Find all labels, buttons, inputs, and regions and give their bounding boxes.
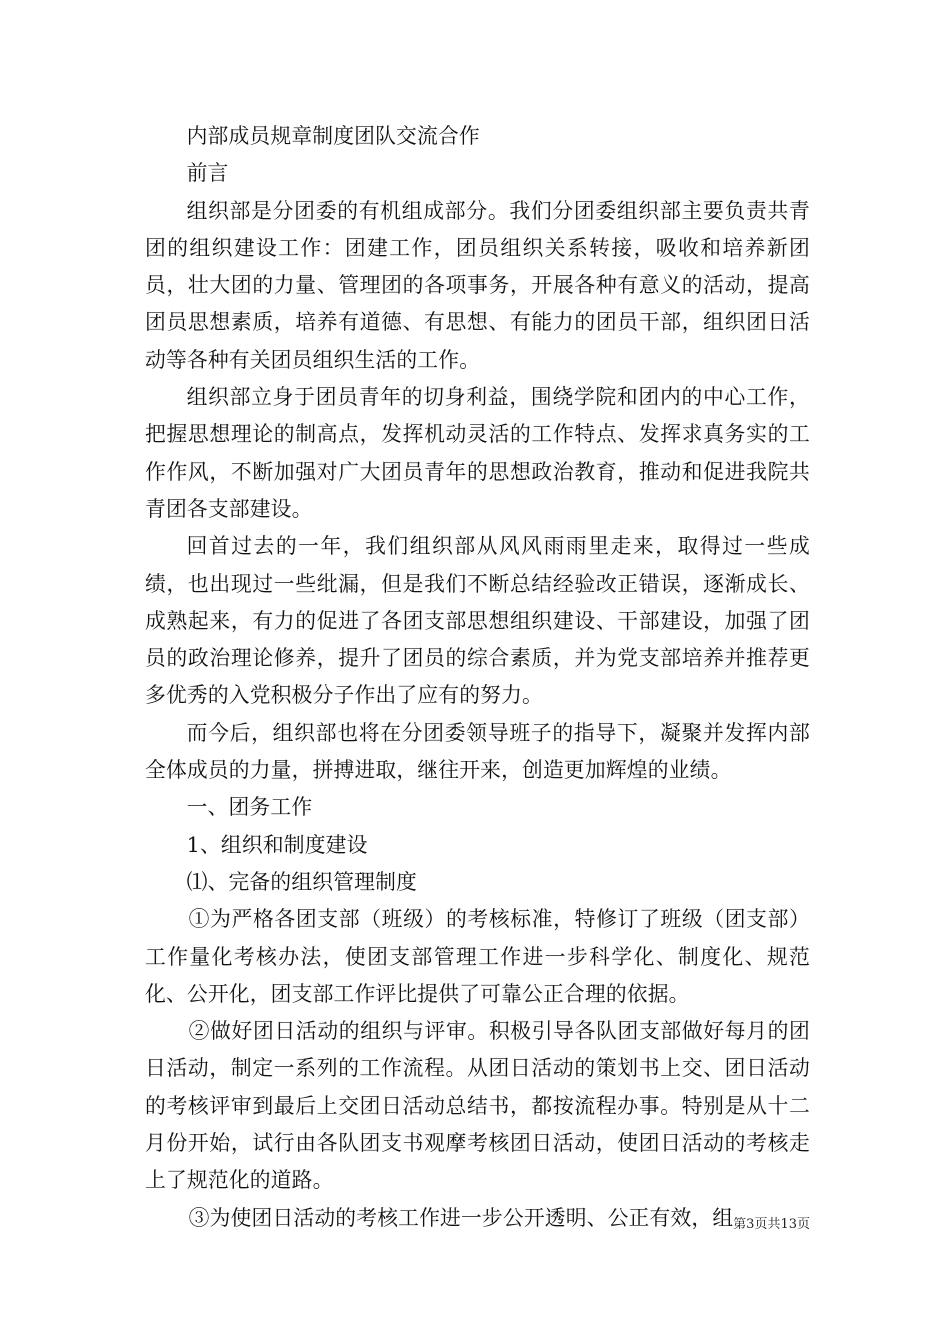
subsection-heading-organization: 1、组织和制度建设 [186,832,368,857]
page-number-footer: 第3页共13页 [733,1217,810,1232]
document-title: 内部成员规章制度团队交流合作 [186,124,480,148]
list-item-3: ③为使团日活动的考核工作进一步公开透明、公正有效，组 [188,1205,734,1230]
list-item-2: ②做好团日活动的组织与评审。积极引导各队团支部做好每月的团日活动，制定一系列的工作流程。从团日活动的策划书上交、团日活动的考核评审到最后上交团日活动总结书，都按流程办事。特别是从十二月份开始，试行由各队团支书观摩考核团日活动，使团日活动的考核走上了规范化的道路。 [145,1019,810,1193]
paragraph-intro: 组织部是分团委的有机组成部分。我们分团委组织部主要负责共青团的组织建设工作：团建工作，团员组织关系转接，吸收和培养新团员，壮大团的力量、管理团的各项事务，开展各种有意义的活动，提高团员思想素质，培养有道德、有思想、有能力的团员干部，组织团日活动等各种有关团员组织生活的工作。 [145,198,810,372]
paragraph-review: 回首过去的一年，我们组织部从风风雨雨里走来，取得过一些成绩，也出现过一些纰漏，但是我们不断总结经验改正错误，逐渐成长、成熟起来，有力的促进了各团支部思想组织建设、干部建设，加强了团员的政治理论修养，提升了团员的综合素质，并为党支部培养并推荐更多优秀的入党积极分子作出了应有的努力。 [145,534,810,708]
paragraph-mission: 组织部立身于团员青年的切身利益，围绕学院和团内的中心工作，把握思想理论的制高点，发挥机动灵活的工作特点、发挥求真务实的工作作风，不断加强对广大团员青年的思想政治教育，推动和促进我院共青团各支部建设。 [145,385,810,521]
paragraph-future: 而今后，组织部也将在分团委领导班子的指导下，凝聚并发挥内部全体成员的力量，拼搏进取，继往开来，创造更加辉煌的业绩。 [145,720,810,783]
section-heading-preface: 前言 [186,161,229,186]
subsubsection-heading-management: ⑴、完备的组织管理制度 [186,869,418,894]
section-heading-league-affairs: 一、团务工作 [186,795,313,820]
document-body [145,118,810,1237]
list-item-1: ①为严格各团支部（班级）的考核标准，特修订了班级（团支部）工作量化考核办法，使团支部管理工作进一步科学化、制度化、规范化、公开化，团支部工作评比提供了可靠公正合理的依据。 [145,907,810,1006]
